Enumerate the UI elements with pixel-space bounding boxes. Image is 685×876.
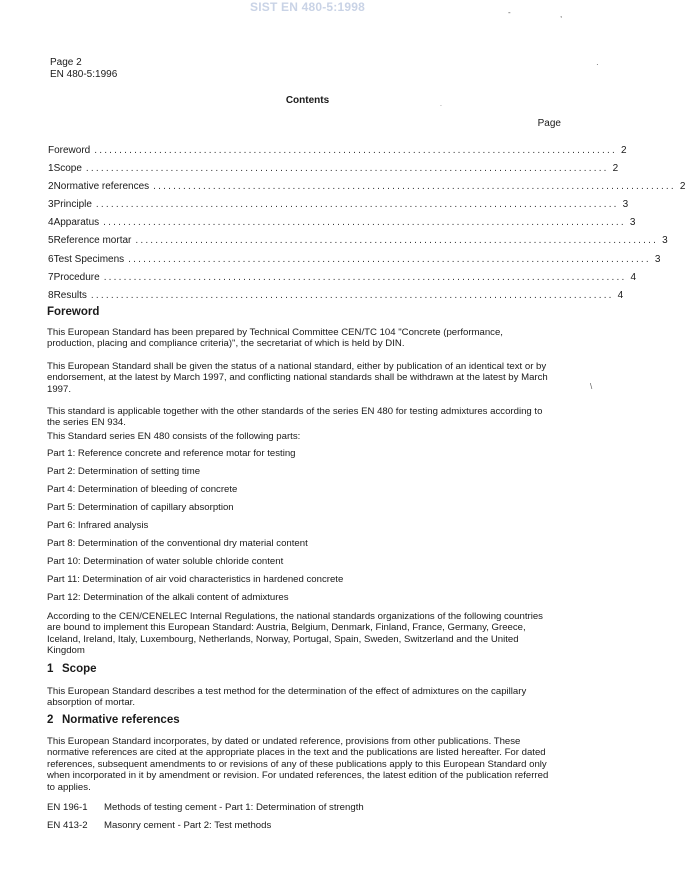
normative-paragraph: This European Standard incorporates, by dated or undated reference, provisions from other publications. These normative references are cited at the appropriate places in the text and the publications are listed hereafter. For dated references, subsequent amendments to or revisions of any of these publications apply to this European Standard only when incorporated in it by amendment or revision. For undated references, the latest edition of the publication referred to applies. <box>47 736 549 793</box>
toc-item-title: Normative references <box>53 181 150 193</box>
toc-item-page: 3 <box>662 235 668 247</box>
part-list-item: Part 2: Determination of setting time <box>47 466 201 477</box>
foreword-paragraph: This European Standard shall be given the status of a national standard, either by publication of an identical text or by endorsement, at the latest by March 1997, and conflicting national standards shall be withdrawn at the latest by March 1997. <box>47 361 548 395</box>
foreword-heading: Foreword <box>47 306 100 318</box>
contents-title: Contents <box>285 95 330 106</box>
scan-speck: ˙ <box>440 104 443 113</box>
section-heading-scope <box>47 663 97 675</box>
toc-item-title: Scope <box>53 163 82 175</box>
section-number: 2 <box>47 714 54 726</box>
toc-item-foreword[interactable] <box>48 145 627 163</box>
toc-item-number: 2 <box>48 181 54 193</box>
toc-leader-dots: ......................................................................................................... <box>128 253 651 265</box>
toc-leader-dots: ......................................................................................................... <box>153 181 676 193</box>
toc-item-principle[interactable] <box>48 199 629 217</box>
toc-item-title: Foreword <box>48 145 91 156</box>
part-list-item: Part 12: Determination of the alkali content of admixtures <box>47 592 289 603</box>
reference-title: Masonry cement - Part 2: Test methods <box>104 820 272 831</box>
reference-entry <box>47 802 364 813</box>
toc-item-page: 2 <box>679 181 685 193</box>
toc-item-number: 6 <box>48 253 54 265</box>
watermark: SIST EN 480-5:1998 <box>250 0 365 14</box>
toc-item-number: 1 <box>48 163 54 175</box>
toc-leader-dots: ......................................................................................................... <box>90 289 614 301</box>
section-title: Normative references <box>62 714 180 726</box>
part-list-item: Part 11: Determination of air void characteristics in hardened concrete <box>47 574 344 585</box>
toc-item-page: 4 <box>617 289 624 301</box>
toc-item-procedure[interactable] <box>48 271 636 290</box>
toc-item-page: 4 <box>630 271 636 283</box>
scan-speck: · <box>596 60 599 69</box>
standard-id: EN 480-5:1996 <box>50 69 118 80</box>
toc-item-normative-references[interactable] <box>48 181 685 199</box>
toc-leader-dots: ......................................................................................................... <box>95 199 619 211</box>
table-of-contents <box>48 145 685 308</box>
toc-leader-dots: ......................................................................................................... <box>85 163 609 175</box>
foreword-paragraph: This Standard series EN 480 consists of the following parts: <box>47 431 301 442</box>
reference-entry <box>47 820 271 831</box>
reference-title: Methods of testing cement - Part 1: Determination of strength <box>104 802 364 813</box>
toc-leader-dots: ......................................................................................................... <box>135 235 659 247</box>
toc-item-title: Apparatus <box>53 217 100 229</box>
toc-item-apparatus[interactable] <box>48 217 636 235</box>
section-number: 1 <box>47 663 54 675</box>
reference-code: EN 413-2 <box>47 820 88 831</box>
toc-item-title: Reference mortar <box>53 235 132 247</box>
part-list-item: Part 10: Determination of water soluble chloride content <box>47 556 284 567</box>
toc-item-title: Procedure <box>53 271 100 283</box>
section-title: Scope <box>62 663 97 675</box>
toc-item-scope[interactable] <box>48 163 619 181</box>
part-list-item: Part 1: Reference concrete and reference motar for testing <box>47 448 296 459</box>
scope-paragraph: This European Standard describes a test method for the determination of the effect of admixtures on the capillary absorption of mortar. <box>47 686 527 709</box>
scan-speck: , <box>560 10 563 19</box>
contents-page-column-label: Page <box>537 118 561 129</box>
foreword-paragraph: This European Standard has been prepared by Technical Committee CEN/TC 104 "Concrete (performance, production, placing and compliance criteria)", the secretariat of which is held by DIN. <box>47 327 503 350</box>
foreword-paragraph: This standard is applicable together with the other standards of the series EN 480 for testing admixtures according to the series EN 934. <box>47 406 543 429</box>
toc-item-page: 3 <box>629 217 636 229</box>
part-list-item: Part 5: Determination of capillary absorption <box>47 502 234 513</box>
part-list-item: Part 8: Determination of the conventional dry material content <box>47 538 308 549</box>
foreword-paragraph: According to the CEN/CENELEC Internal Regulations, the national standards organizations of the following countries are bound to implement this European Standard: Austria, Belgium, Denmark, Finland, France, Germany, Greece, Iceland, Ireland, Italy, Luxembourg, Netherlands, Norway, Portugal, Spain, Sweden, Switzerland and the United Kingdom <box>47 611 543 657</box>
toc-item-title: Principle <box>53 199 92 211</box>
reference-code: EN 196-1 <box>47 802 88 813</box>
toc-item-results[interactable] <box>48 289 624 308</box>
toc-item-page: 2 <box>612 163 619 175</box>
toc-item-page: 3 <box>622 199 629 211</box>
scan-speck: \ <box>590 382 593 391</box>
toc-item-title: Test Specimens <box>53 253 125 265</box>
toc-item-number: 3 <box>48 199 54 211</box>
section-heading-normative-references <box>47 714 180 726</box>
toc-item-reference-mortar[interactable] <box>48 235 668 253</box>
toc-item-test-specimens[interactable] <box>48 253 661 272</box>
toc-item-number: 5 <box>48 235 54 247</box>
page-number: Page 2 <box>50 57 82 68</box>
part-list-item: Part 6: Infrared analysis <box>47 520 149 531</box>
toc-item-title: Results <box>53 289 87 301</box>
toc-item-page: 3 <box>654 253 661 265</box>
toc-item-number: 8 <box>48 289 54 301</box>
toc-item-number: 4 <box>48 217 54 229</box>
scan-speck: - <box>508 8 511 17</box>
part-list-item: Part 4: Determination of bleeding of concrete <box>47 484 238 495</box>
toc-item-number: 7 <box>48 271 54 283</box>
page-header <box>50 57 117 81</box>
toc-item-page: 2 <box>620 145 627 156</box>
toc-leader-dots: ......................................................................................................... <box>94 145 617 156</box>
toc-leader-dots: ......................................................................................................... <box>103 217 626 229</box>
toc-leader-dots: ......................................................................................................... <box>103 271 627 283</box>
